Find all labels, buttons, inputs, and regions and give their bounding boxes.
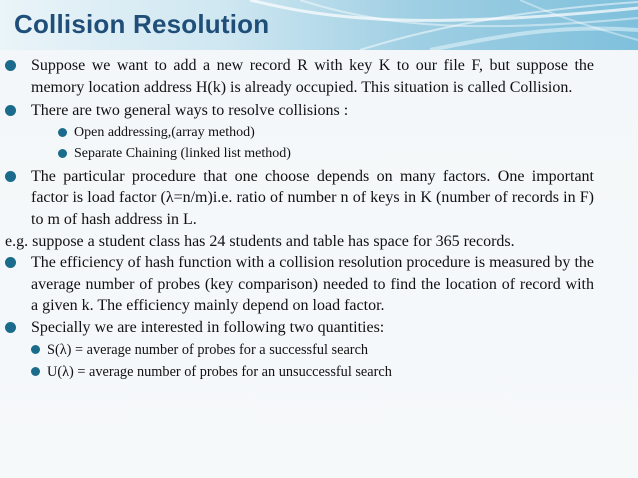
bullet-text: Specially we are interested in following two quantities: — [31, 318, 385, 336]
sub-bullet-text: S(λ) = average number of probes for a successful search — [47, 341, 369, 358]
example-text: e.g. suppose a student class has 24 students and table has space for 365 records. — [5, 232, 515, 250]
bullet-resolution-ways — [31, 100, 594, 122]
bullet-dot-icon — [5, 105, 16, 116]
bullet-collision-definition — [31, 55, 594, 98]
sub-bullet-successful — [47, 339, 594, 361]
bullet-dot-icon — [5, 322, 16, 333]
sub-bullet-text: U(λ) = average number of probes for an unsuccessful search — [47, 363, 392, 380]
bullet-text: The particular procedure that one choose depends on many factors. One important factor is load factor (λ=n/m)i.e. ratio of number n of keys in K (number of records in F) to m of hash address in L. — [31, 167, 594, 228]
bullet-dot-icon — [5, 171, 16, 182]
bullet-dot-icon — [5, 257, 16, 268]
bullet-dot-icon — [5, 60, 16, 71]
bullet-efficiency — [31, 252, 594, 317]
slide-title: Collision Resolution — [14, 9, 270, 39]
slide-content — [5, 55, 594, 383]
bullet-dot-icon — [31, 367, 40, 376]
bullet-dot-icon — [58, 149, 67, 158]
bullet-text: Suppose we want to add a new record R with key K to our file F, but suppose the memory location address H(k) is already occupied. This situation is called Collision. — [31, 57, 594, 96]
sub-bullet-unsuccessful — [47, 361, 594, 383]
bullet-quantities — [31, 317, 594, 339]
sub-bullet-text: Separate Chaining (linked list method) — [74, 145, 291, 161]
bullet-text: The efficiency of hash function with a collision resolution procedure is measured by the average number of probes (key comparison) needed to find the location of record with a given k. The efficiency mainly depend on load factor. — [31, 254, 594, 315]
sub-bullet-open-addressing — [74, 122, 594, 143]
bullet-text: There are two general ways to resolve collisions : — [31, 102, 349, 120]
bullet-load-factor — [31, 166, 594, 231]
sub-bullet-text: Open addressing,(array method) — [74, 124, 255, 140]
bullet-dot-icon — [31, 345, 40, 354]
sub-bullet-separate-chaining — [74, 143, 594, 164]
bullet-dot-icon — [58, 128, 67, 137]
